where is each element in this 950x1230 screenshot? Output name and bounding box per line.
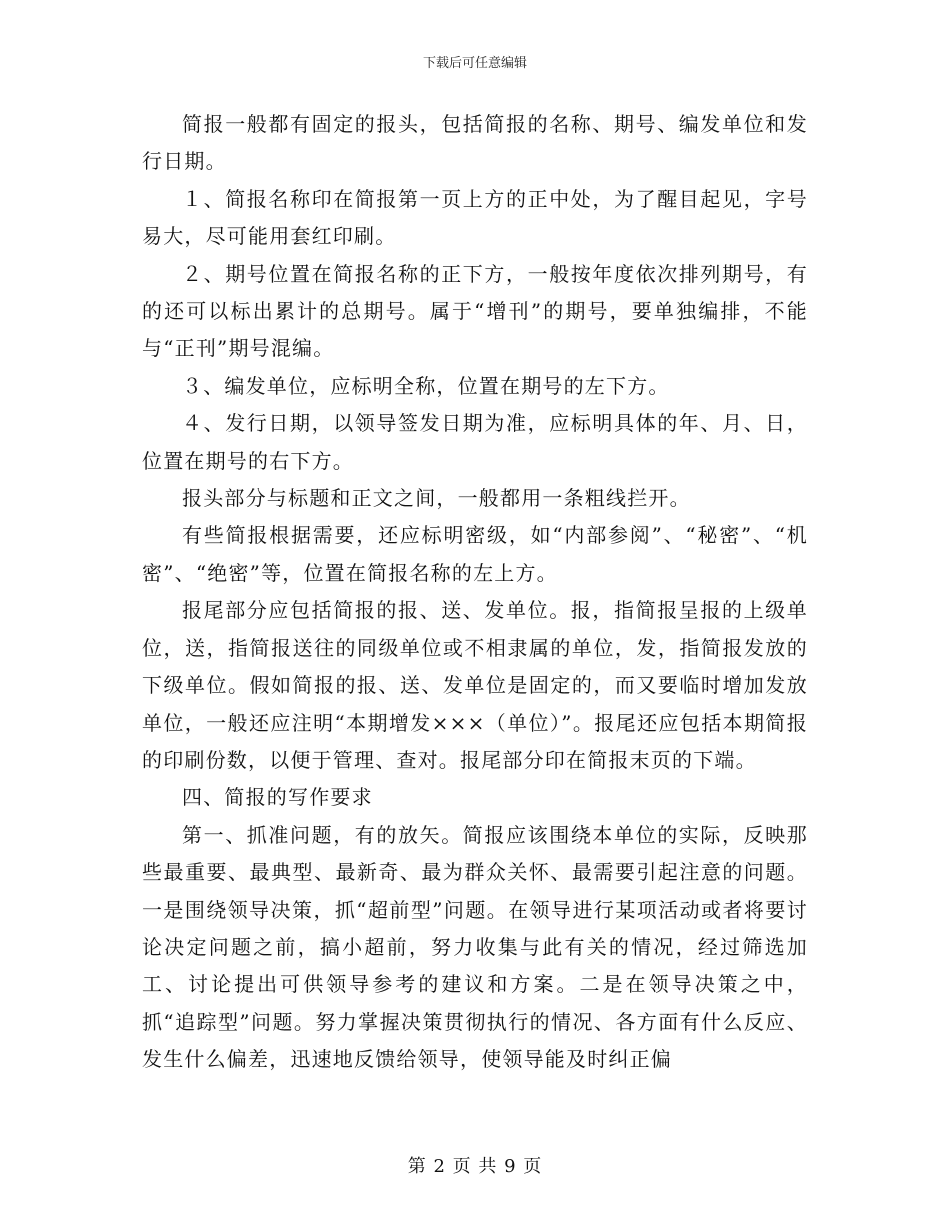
- paragraph: 报尾部分应包括简报的报、送、发单位。报，指简报呈报的上级单位，送，指简报送往的同级单位或不相隶属的单位，发，指简报发放的下级单位。假如简报的报、送、发单位是固定的，而又要临时增加发放单位，一般还应注明“本期增发×××（单位）”。报尾还应包括本期简报的印刷份数，以便于管理、查对。报尾部分印在简报末页的下端。: [142, 598, 808, 772]
- paragraph: 有些简报根据需要，还应标明密级，如“内部参阅”、“秘密”、“机密”、“绝密”等，位置在简报名称的左上方。: [142, 523, 808, 585]
- header-note: 下载后可任意编辑: [422, 56, 527, 71]
- paragraph: 第一、抓准问题，有的放矢。简报应该围绕本单位的实际，反映那些最重要、最典型、最新奇、最为群众关怀、最需要引起注意的问题。一是围绕领导决策，抓“超前型”问题。在领导进行某项活动或者将要讨论决定问题之前，搞小超前，努力收集与此有关的情况，经过筛选加工、讨论提出可供领导参考的建议和方案。二是在领导决策之中，抓“追踪型”问题。努力掌握决策贯彻执行的情况、各方面有什么反应、发生什么偏差，迅速地反馈给领导，使领导能及时纠正偏: [142, 822, 808, 1072]
- paragraph: １、简报名称印在简报第一页上方的正中处，为了醒目起见，字号易大，尽可能用套红印刷。: [142, 186, 808, 249]
- paragraph: 报头部分与标题和正文之间，一般都用一条粗线拦开。: [182, 486, 691, 511]
- paragraph: 简报一般都有固定的报头，包括简报的名称、期号、编发单位和发行日期。: [142, 112, 808, 174]
- paragraph: ２、期号位置在简报名称的正下方，一般按年度依次排列期号，有的还可以标出累计的总期号。属于“增刊”的期号，要单独编排，不能与“正刊”期号混编。: [142, 261, 808, 361]
- paragraph: ３、编发单位，应标明全称，位置在期号的左下方。: [182, 373, 670, 398]
- document-body: [142, 106, 808, 1079]
- paragraph: ４、发行日期，以领导签发日期为准，应标明具体的年、月、日，位置在期号的右下方。: [142, 411, 808, 473]
- section-heading: 四、简报的写作要求: [182, 785, 373, 810]
- page-number: 第 2 页 共 9 页: [407, 1156, 543, 1177]
